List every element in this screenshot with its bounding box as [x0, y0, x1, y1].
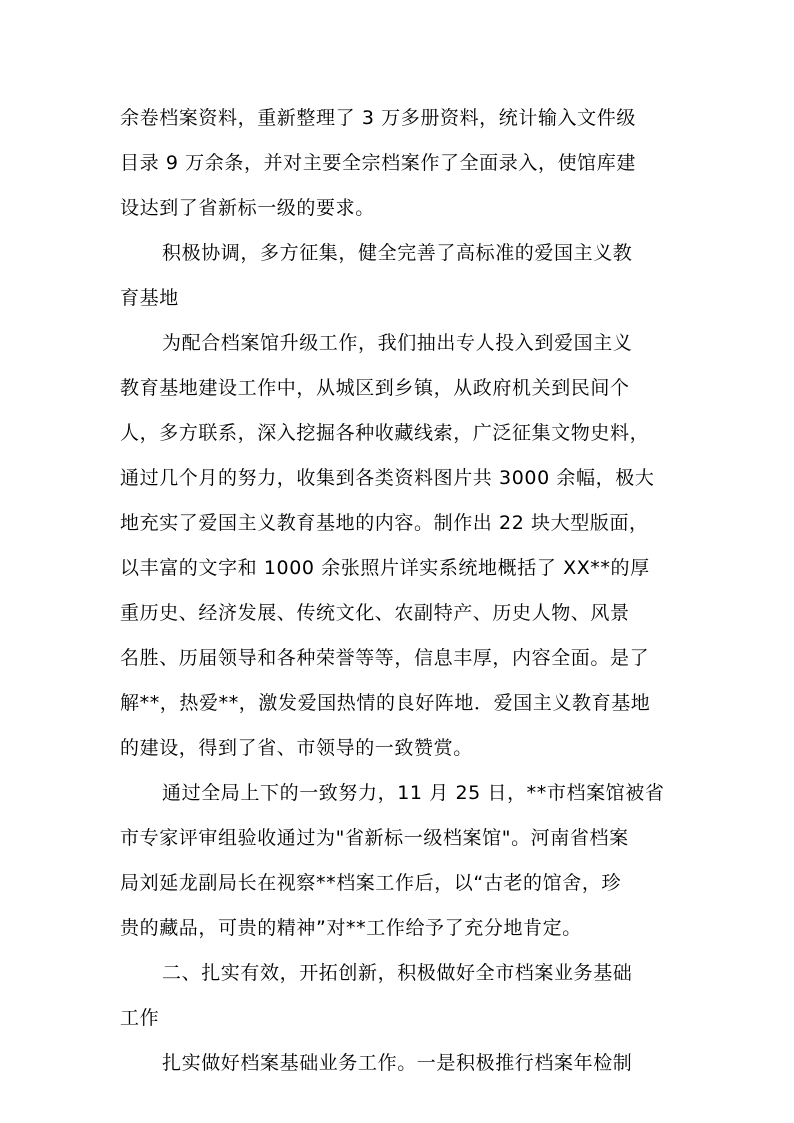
section-heading-line: 育基地	[120, 287, 179, 309]
document-body	[120, 96, 685, 1086]
section-heading-line: 二、扎实有效，开拓创新，积极做好全市档案业务基础	[162, 962, 633, 984]
text-line: 解**，热爱**，激发爱国热情的良好阵地．爱国主义教育基地	[120, 692, 651, 714]
text-line: 以丰富的文字和 1000 余张照片详实系统地概括了 XX**的厚	[120, 557, 650, 579]
section-heading-line: 工作	[120, 1007, 160, 1029]
text-line: 目录 9 万余条，并对主要全宗档案作了全面录入，使馆库建	[120, 152, 636, 174]
text-line: 名胜、历届领导和各种荣誉等等，信息丰厚，内容全面。是了	[120, 647, 650, 669]
section-heading-line: 积极协调，多方征集，健全完善了高标准的爱国主义教	[162, 242, 633, 264]
text-line: 设达到了省新标一级的要求。	[120, 197, 375, 219]
text-line: 人，多方联系，深入挖掘各种收藏线索，广泛征集文物史料，	[120, 422, 650, 444]
text-line: 通过全局上下的一致努力，11 月 25 日，**市档案馆被省	[162, 782, 665, 804]
text-line: 局刘延龙副局长在视察**档案工作后，以“古老的馆舍，珍	[120, 872, 622, 894]
text-line: 贵的藏品，可贵的精神”对**工作给予了充分地肯定。	[120, 917, 582, 939]
text-line: 教育基地建设工作中，从城区到乡镇，从政府机关到民间个	[120, 377, 630, 399]
text-line: 重历史、经济发展、传统文化、农副特产、历史人物、风景	[120, 602, 630, 624]
text-line: 扎实做好档案基础业务工作。一是积极推行档案年检制	[162, 1052, 633, 1074]
text-line: 余卷档案资料，重新整理了 3 万多册资料，统计输入文件级	[120, 107, 636, 129]
text-line: 的建设，得到了省、市领导的一致赞赏。	[120, 737, 473, 759]
text-line: 为配合档案馆升级工作，我们抽出专人投入到爱国主义	[162, 332, 633, 354]
text-line: 地充实了爱国主义教育基地的内容。制作出 22 块大型版面，	[120, 512, 649, 534]
text-line: 市专家评审组验收通过为"省新标一级档案馆"。河南省档案	[120, 827, 629, 849]
text-line: 通过几个月的努力，收集到各类资料图片共 3000 余幅，极大	[120, 467, 655, 489]
